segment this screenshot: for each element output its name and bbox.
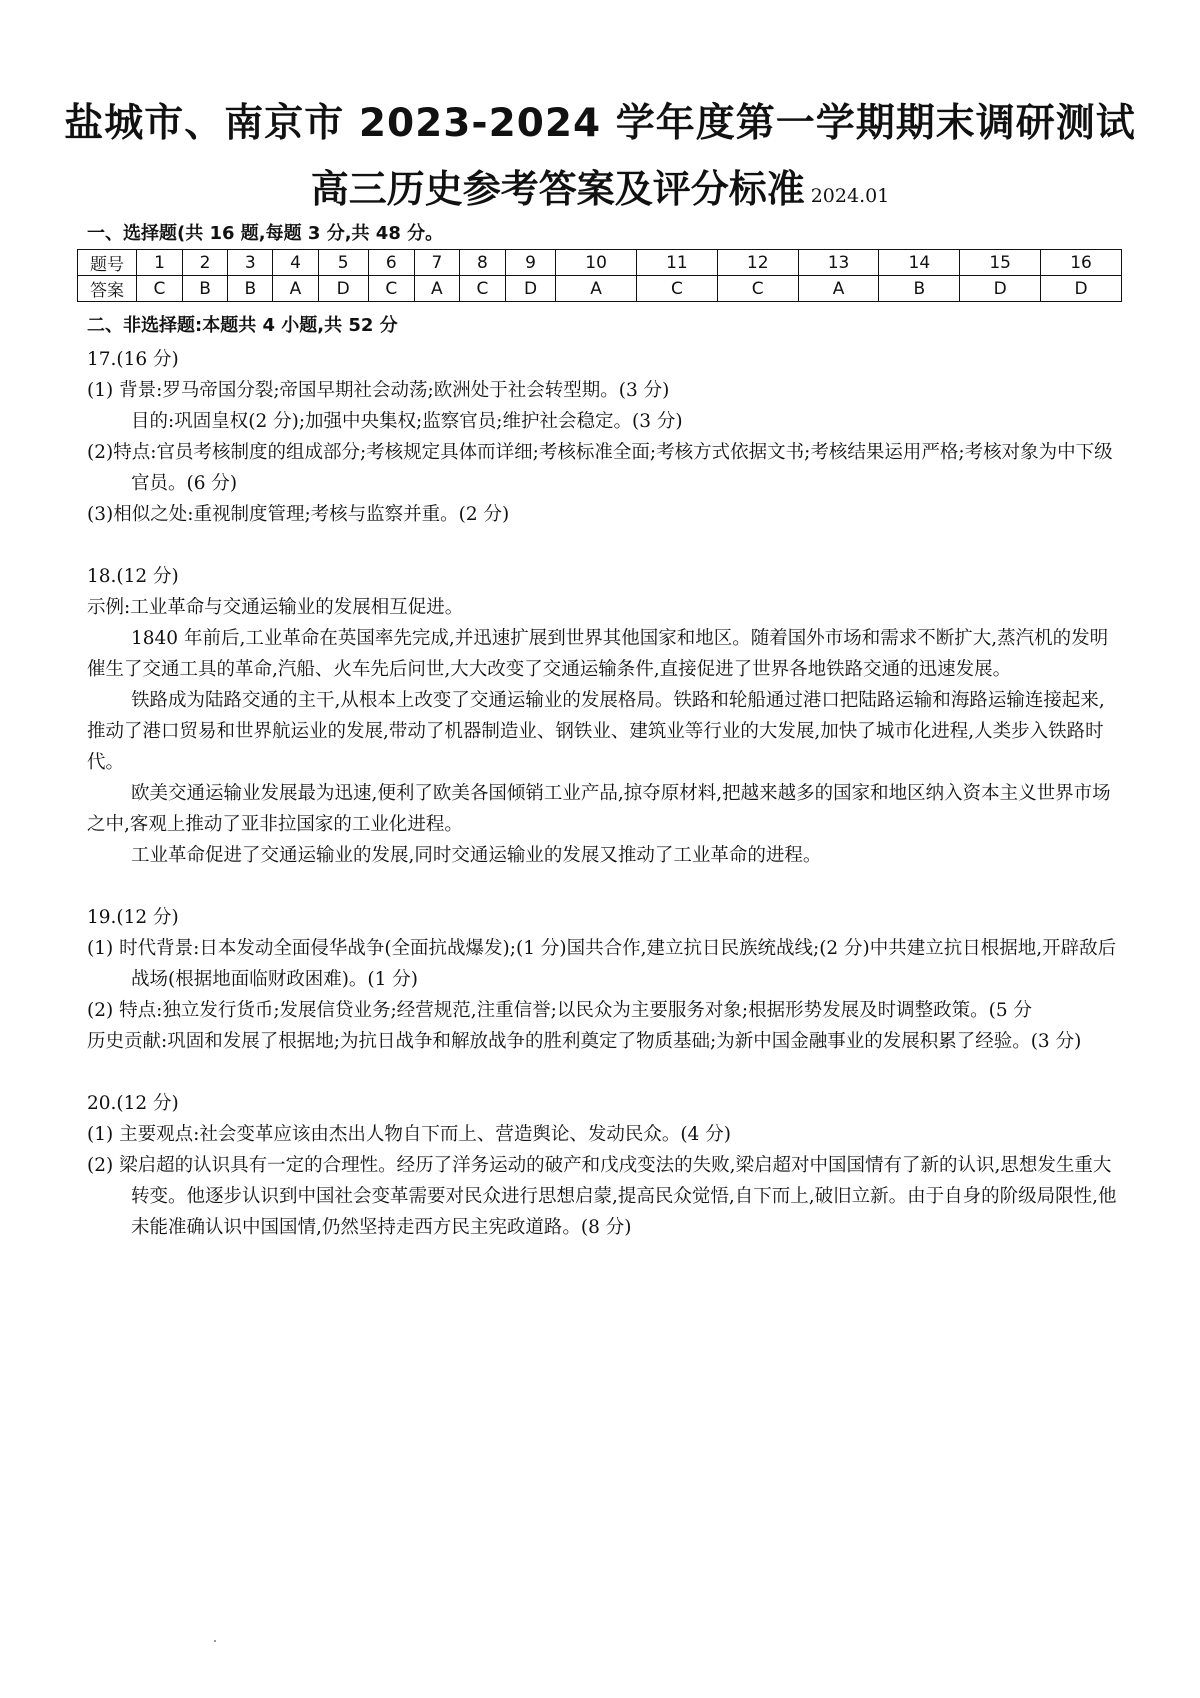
- q17-line: 目的:巩固皇权(2 分);加强中央集权;监察官员;维护社会稳定。(3 分): [131, 411, 683, 432]
- table-cell: B: [182, 276, 227, 302]
- q17-heading: 17.(16 分): [87, 349, 179, 370]
- table-cell: 11: [637, 250, 718, 276]
- table-cell: 6: [368, 250, 414, 276]
- table-cell: 10: [556, 250, 637, 276]
- subtitle-text: 高三历史参考答案及评分标准: [310, 167, 805, 211]
- document-subtitle: [0, 158, 1200, 213]
- table-cell: 3: [228, 250, 273, 276]
- q20-line: (2) 梁启超的认识具有一定的合理性。经历了洋务运动的破产和戊戌变法的失败,梁启超对中国国情有了新的认识,思想发生重大转变。他逐步认识到中国社会变革需要对民众进行思想启蒙,提高民众觉悟,自下而上,破旧立新。由于自身的阶级局限性,他未能准确认识中国国情,仍然坚持走西方民主宪政道路。(8 分): [87, 1155, 1117, 1238]
- table-cell: C: [717, 276, 798, 302]
- q18-paragraph: 欧美交通运输业发展最为迅速,便利了欧美各国倾销工业产品,掠夺原材料,把越来越多的国家和地区纳入资本主义世界市场之中,客观上推动了亚非拉国家的工业化进程。: [87, 783, 1111, 835]
- table-cell: C: [459, 276, 505, 302]
- table-cell: A: [273, 276, 318, 302]
- q17-line: (1) 背景:罗马帝国分裂;帝国早期社会动荡;欧洲处于社会转型期。(3 分): [87, 380, 670, 401]
- table-cell: 5: [318, 250, 368, 276]
- q17-line: (3)相似之处:重视制度管理;考核与监察并重。(2 分): [87, 504, 510, 525]
- table-cell: D: [318, 276, 368, 302]
- q19-line: 历史贡献:巩固和发展了根据地;为抗日战争和解放战争的胜利奠定了物质基础;为新中国金融事业的发展积累了经验。(3 分): [87, 1031, 1082, 1052]
- section2-heading: 二、非选择题:本题共 4 小题,共 52 分: [87, 315, 398, 336]
- table-cell: D: [1041, 276, 1122, 302]
- q18-line: 示例:工业革命与交通运输业的发展相互促进。: [87, 597, 464, 618]
- q19-heading: 19.(12 分): [87, 907, 179, 928]
- table-cell: C: [137, 276, 183, 302]
- q18-paragraph: 工业革命促进了交通运输业的发展,同时交通运输业的发展又推动了工业革命的进程。: [131, 845, 822, 866]
- table-cell: B: [228, 276, 273, 302]
- table-cell: 4: [273, 250, 318, 276]
- table-cell: 14: [879, 250, 960, 276]
- table-cell: 13: [798, 250, 879, 276]
- q18-heading: 18.(12 分): [87, 566, 179, 587]
- question-number-row: [78, 250, 1122, 276]
- table-cell: C: [637, 276, 718, 302]
- q18-paragraph: 1840 年前后,工业革命在英国率先完成,并迅速扩展到世界其他国家和地区。随着国外市场和需求不断扩大,蒸汽机的发明催生了交通工具的革命,汽船、火车先后问世,大大改变了交通运输条件,直接促进了世界各地铁路交通的迅速发展。: [87, 628, 1109, 680]
- q20-line: (1) 主要观点:社会变革应该由杰出人物自下而上、营造舆论、发动民众。(4 分): [87, 1124, 731, 1145]
- table-cell: 2: [182, 250, 227, 276]
- table-cell: 9: [505, 250, 555, 276]
- q17-line: (2)特点:官员考核制度的组成部分;考核规定具体而详细;考核标准全面;考核方式依据文书;考核结果运用严格;考核对象为中下级官员。(6 分): [87, 442, 1113, 494]
- table-cell: 15: [960, 250, 1041, 276]
- table-cell: 8: [459, 250, 505, 276]
- section1-heading: 一、选择题(共 16 题,每题 3 分,共 48 分。: [87, 223, 444, 244]
- table-cell: 7: [414, 250, 459, 276]
- table-cell: 16: [1041, 250, 1122, 276]
- table-cell: A: [556, 276, 637, 302]
- q20-heading: 20.(12 分): [87, 1093, 179, 1114]
- q19-line: (1) 时代背景:日本发动全面侵华战争(全面抗战爆发);(1 分)国共合作,建立抗日民族统战线;(2 分)中共建立抗日根据地,开辟敌后战场(根据地面临财政困难)。(1 分): [87, 938, 1117, 990]
- answer-table: [77, 249, 1122, 302]
- q19-line: (2) 特点:独立发行货币;发展信贷业务;经营规范,注重信誉;以民众为主要服务对象;根据形势发展及时调整政策。(5 分: [87, 1000, 1033, 1021]
- answer-row: [78, 276, 1122, 302]
- table-cell: D: [505, 276, 555, 302]
- table-cell: B: [879, 276, 960, 302]
- q18-paragraph: 铁路成为陆路交通的主干,从根本上改变了交通运输业的发展格局。铁路和轮船通过港口把陆路运输和海路运输连接起来,推动了港口贸易和世界航运业的发展,带动了机器制造业、钢铁业、建筑业等行业的大发展,加快了城市化进程,人类步入铁路时代。: [87, 690, 1105, 773]
- table-cell: 1: [137, 250, 183, 276]
- answer-body: [87, 344, 1122, 1243]
- document-title: 盐城市、南京市 2023-2024 学年度第一学期期末调研测试: [64, 101, 1136, 146]
- row-label: 题号: [78, 250, 137, 276]
- table-cell: C: [368, 276, 414, 302]
- table-cell: A: [414, 276, 459, 302]
- page-speck: [214, 1640, 216, 1642]
- table-cell: 12: [717, 250, 798, 276]
- table-cell: D: [960, 276, 1041, 302]
- table-cell: A: [798, 276, 879, 302]
- row-label: 答案: [78, 276, 137, 302]
- document-date: 2024.01: [810, 185, 890, 207]
